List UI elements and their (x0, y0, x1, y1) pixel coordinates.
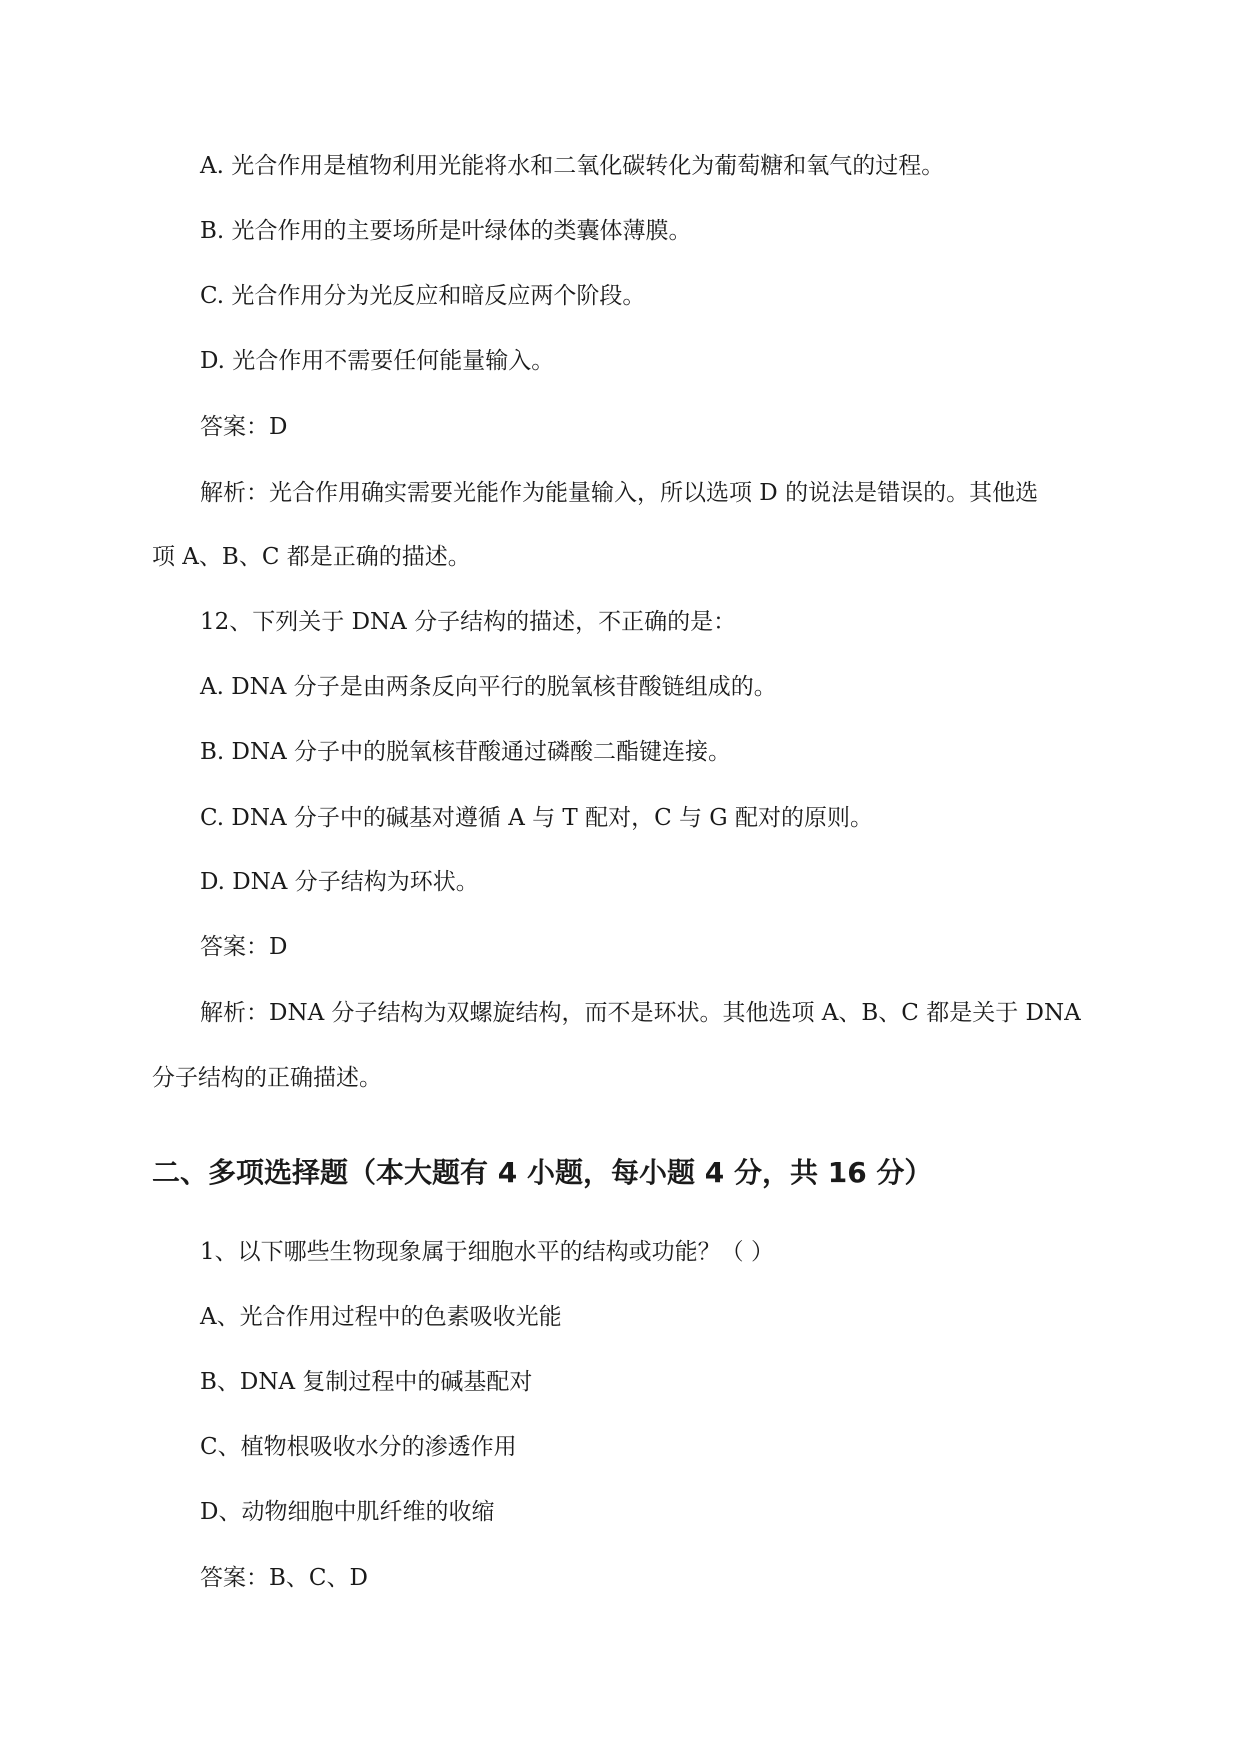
mq1-question: 1、以下哪些生物现象属于细胞水平的结构或功能？（ ） (200, 1239, 774, 1265)
q12-option-d: D. DNA 分子结构为环状。 (200, 869, 479, 895)
q12-analysis-line2: 分子结构的正确描述。 (152, 1065, 382, 1091)
q12-answer: 答案：D (200, 934, 288, 960)
mq1-option-d: D、动物细胞中肌纤维的收缩 (200, 1499, 495, 1525)
q11-answer: 答案：D (200, 414, 288, 440)
q11-option-d: D. 光合作用不需要任何能量输入。 (200, 348, 555, 374)
mq1-option-c: C、植物根吸收水分的渗透作用 (200, 1434, 517, 1460)
mq1-answer: 答案：B、C、D (200, 1565, 368, 1591)
q12-analysis-line1: 解析：DNA 分子结构为双螺旋结构，而不是环状。其他选项 A、B、C 都是关于 DNA (200, 1000, 1081, 1026)
q11-option-c: C. 光合作用分为光反应和暗反应两个阶段。 (200, 283, 646, 309)
mq1-option-a: A、光合作用过程中的色素吸收光能 (200, 1304, 562, 1330)
q11-option-a: A. 光合作用是植物利用光能将水和二氧化碳转化为葡萄糖和氧气的过程。 (200, 153, 945, 179)
q12-option-c: C. DNA 分子中的碱基对遵循 A 与 T 配对，C 与 G 配对的原则。 (200, 805, 873, 831)
q12-question: 12、下列关于 DNA 分子结构的描述，不正确的是： (200, 609, 737, 635)
q11-option-b: B. 光合作用的主要场所是叶绿体的类囊体薄膜。 (200, 218, 692, 244)
q11-analysis-line1: 解析：光合作用确实需要光能作为能量输入，所以选项 D 的说法是错误的。其他选 (200, 480, 1039, 506)
q12-option-b: B. DNA 分子中的脱氧核苷酸通过磷酸二酯键连接。 (200, 739, 732, 765)
q11-analysis-line2: 项 A、B、C 都是正确的描述。 (152, 544, 471, 570)
section-heading-multiple-choice: 二、多项选择题（本大题有 4 小题，每小题 4 分，共 16 分） (152, 1156, 933, 1189)
q12-option-a: A. DNA 分子是由两条反向平行的脱氧核苷酸链组成的。 (200, 674, 777, 700)
mq1-option-b: B、DNA 复制过程中的碱基配对 (200, 1369, 533, 1395)
